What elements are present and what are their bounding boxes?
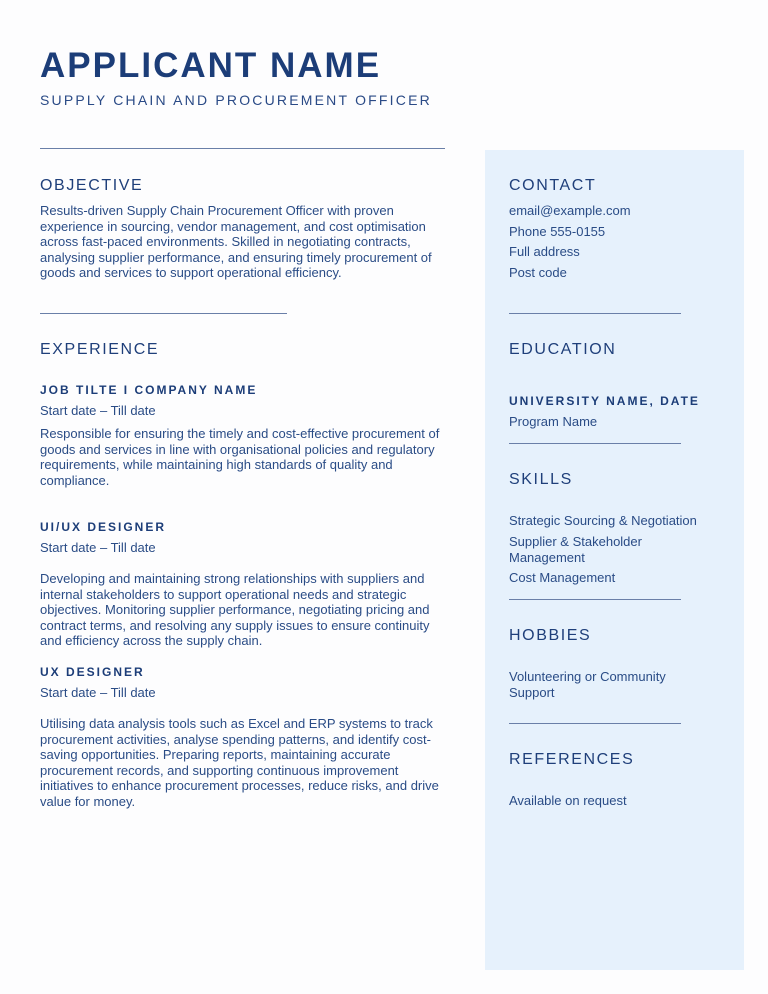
hobbies-text: Volunteering or Community Support <box>509 669 666 700</box>
references-heading: REFERENCES <box>509 751 635 768</box>
contact-phone: Phone 555-0155 <box>509 224 606 239</box>
job-dates-2: Start date – Till date <box>40 540 156 555</box>
contact-divider <box>509 313 681 314</box>
job-description-2: Developing and maintaining strong relationships with suppliers and internal stakeholders to support operational needs and strategic objectives. Monitoring supplier performance, negotiating pricing and contract terms, and resolving any supply issues to ensure continuity and efficiency across the supply chain. <box>40 571 430 648</box>
skills-divider <box>509 599 681 600</box>
skill-item: Supplier & Stakeholder Management <box>509 534 642 565</box>
contact-email[interactable]: email@example.com <box>509 203 631 218</box>
job-description-3: Utilising data analysis tools such as Excel and ERP systems to track procurement activities, analyse spending patterns, and identify cost-saving opportunities. Preparing reports, maintaining accurate procurement records, and supporting continuous improvement initiatives to enhance procurement processes, reduce risks, and drive value for money. <box>40 716 439 809</box>
job-title-2: UI/UX DESIGNER <box>40 520 167 534</box>
header-divider <box>40 148 445 149</box>
job-dates-3: Start date – Till date <box>40 685 156 700</box>
skills-heading: SKILLS <box>509 471 573 488</box>
hobbies-divider <box>509 723 681 724</box>
references-text: Available on request <box>509 793 627 808</box>
applicant-name: APPLICANT NAME <box>40 46 382 85</box>
experience-heading: EXPERIENCE <box>40 341 160 358</box>
contact-heading: CONTACT <box>509 177 597 194</box>
job-dates-1: Start date – Till date <box>40 403 156 418</box>
job-title-subtitle: SUPPLY CHAIN AND PROCUREMENT OFFICER <box>40 92 432 108</box>
hobbies-heading: HOBBIES <box>509 627 592 644</box>
skill-item: Cost Management <box>509 570 616 585</box>
job-description-1: Responsible for ensuring the timely and cost-effective procurement of goods and services in line with organisational policies and regulatory requirements, while maintaining high standards of quality and compliance. <box>40 426 440 488</box>
objective-divider <box>40 313 287 314</box>
contact-postcode: Post code <box>509 265 567 280</box>
university-name: UNIVERSITY NAME, DATE <box>509 394 700 408</box>
job-title-1: JOB TILTE I COMPANY NAME <box>40 383 258 397</box>
skill-item: Strategic Sourcing & Negotiation <box>509 513 697 528</box>
job-title-3: UX DESIGNER <box>40 665 145 679</box>
objective-heading: OBJECTIVE <box>40 177 144 194</box>
education-divider <box>509 443 681 444</box>
program-name: Program Name <box>509 414 598 429</box>
objective-text: Results-driven Supply Chain Procurement Officer with proven experience in sourcing, vendor management, and cost optimisation across fast-paced environments. Skilled in negotiating contracts, analysing supplier performance, and ensuring timely procurement of goods and services to support operational efficiency. <box>40 203 432 280</box>
education-heading: EDUCATION <box>509 341 617 358</box>
contact-address: Full address <box>509 244 580 259</box>
